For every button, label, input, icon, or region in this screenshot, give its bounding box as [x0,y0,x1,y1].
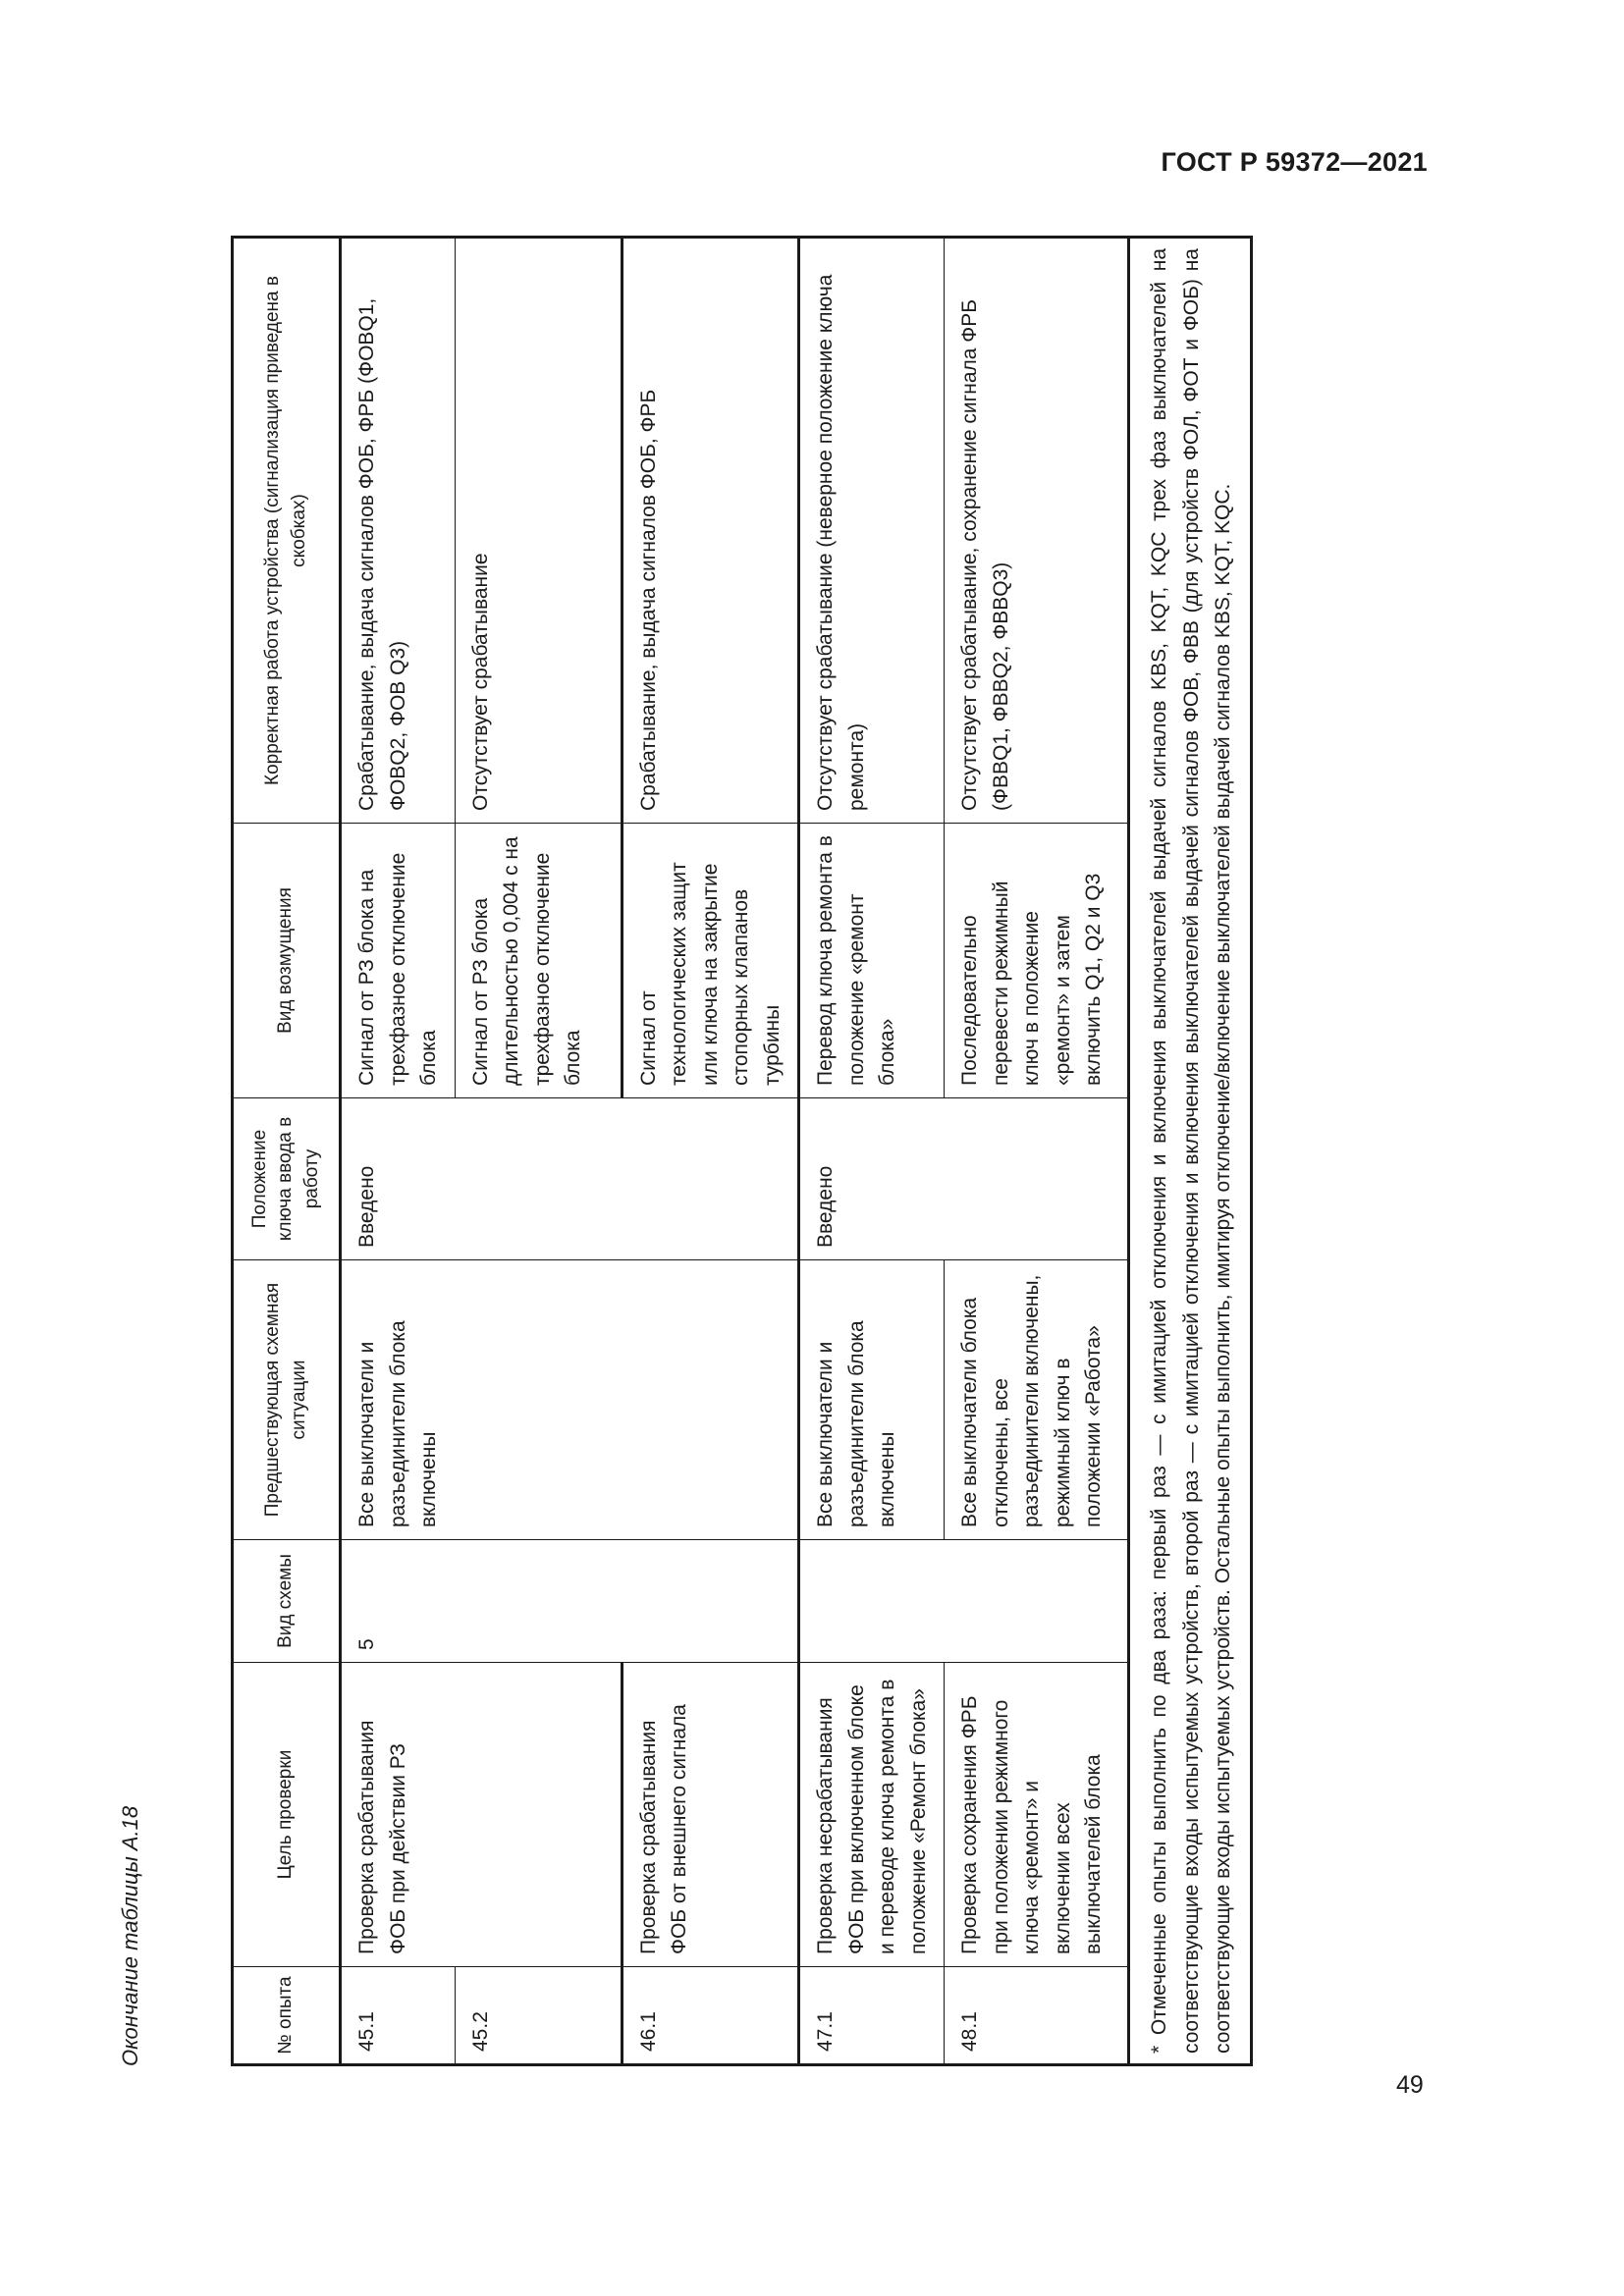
cell-disturbance: Перевод ключа ремонта в положение «ремонт блока» [799,824,945,1098]
cell-key-empty [945,1098,1129,1260]
cell-result: Отсутствует срабатывание, сохранение сигнала ФРБ (ФВВQ1, ФВВQ2, ФВВQ3) [945,238,1129,824]
cell-num: 47.1 [799,1967,945,2065]
cell-goal: Проверка срабатывания ФОБ от внешнего сигнала [622,1663,799,1967]
cell-scheme-empty [455,1540,622,1663]
document-header: ГОСТ Р 59372—2021 [1161,147,1428,177]
cell-goal: Проверка сохранения ФРБ при положении режимного ключа «ремонт» и включении всех выключателей блока [945,1663,1129,1967]
cell-goal: Проверка несрабатывания ФОБ при включенном блоке и переводе ключа ремонта в положение «Ремонт блока» [799,1663,945,1967]
cell-prev: Все выключатели и разъединители блока включены [341,1260,456,1540]
col-header-result: Корректная работа устройства (сигнализация приведена в скобках) [233,238,341,824]
cell-num: 45.2 [455,1967,622,2065]
col-header-key: Положение ключа ввода в работу [233,1098,341,1260]
table-row [341,238,456,2065]
col-header-num: № опыта [233,1967,341,2065]
cell-disturbance: Последовательно перевести режимный ключ в положение «ремонт» и затем включить Q1, Q2 и Q3 [945,824,1129,1098]
cell-num: 46.1 [622,1967,799,2065]
table-row [945,238,1129,2065]
rotated-table-page [98,221,1235,2066]
cell-result: Отсутствует срабатывание [455,238,622,824]
col-header-scheme: Вид схемы [233,1540,341,1663]
table-row [799,238,945,2065]
test-table [231,236,1253,2066]
cell-result: Срабатывание, выдача сигналов ФОБ, ФРБ [622,238,799,824]
table-header-row [233,238,341,2065]
cell-key-empty [622,1098,799,1260]
cell-goal-empty [455,1663,622,1967]
col-header-prev: Предшествующая схемная ситуации [233,1260,341,1540]
cell-prev-empty [455,1260,622,1540]
cell-scheme-empty [799,1540,945,1663]
cell-scheme-empty [945,1540,1129,1663]
table-footnote: * Отмеченные опыты выполнить по два раза: первый раз — с имитацией отключения и включения выключателей выдачей сигналов KBS, KQT, KQC трех фаз выключателей на соответствующие входы испытуемых устройств, второй раз — с имитацией отключения и включения выключателей выдачей сигналов ФОВ, ФВВ (для устройств ФОЛ, ФОТ и ФОБ) на соответствующие входы испытуемых устройств. Остальные опыты выполнить, имитируя отключение/включение выключателей выдачей сигналов KBS, KQT, KQC. [1129,238,1252,2065]
col-header-disturbance: Вид возмущения [233,824,341,1098]
footnote-row [1129,238,1252,2065]
cell-num: 48.1 [945,1967,1129,2065]
table-row [622,238,799,2065]
page-number: 49 [1396,2071,1424,2099]
table-caption: Окончание таблицы А.18 [118,1805,142,2066]
cell-result: Срабатывание, выдача сигналов ФОБ, ФРБ (ФОВQ1, ФОВQ2, ФОВ Q3) [341,238,456,824]
cell-key-empty [455,1098,622,1260]
col-header-goal: Цель проверки [233,1663,341,1967]
cell-goal: Проверка срабатывания ФОБ при действии РЗ [341,1663,456,1967]
cell-disturbance: Сигнал от РЗ блока на трехфазное отключение блока [341,824,456,1098]
cell-prev: Все выключатели блока отключены, все разъединители включены, режимный ключ в положении «Работа» [945,1260,1129,1540]
cell-key: Введено [341,1098,456,1260]
cell-disturbance: Сигнал от технологических защит или ключа на закрытие стопорных клапанов турбины [622,824,799,1098]
cell-prev-empty [622,1260,799,1540]
cell-scheme: 5 [341,1540,456,1663]
table-row [455,238,622,2065]
cell-result: Отсутствует срабатывание (неверное положение ключа ремонта) [799,238,945,824]
cell-disturbance: Сигнал от РЗ блока длительностью 0,004 с на трехфазное отключение блока [455,824,622,1098]
cell-prev: Все выключатели и разъединители блока включены [799,1260,945,1540]
cell-key: Введено [799,1098,945,1260]
cell-num: 45.1 [341,1967,456,2065]
cell-scheme-empty [622,1540,799,1663]
